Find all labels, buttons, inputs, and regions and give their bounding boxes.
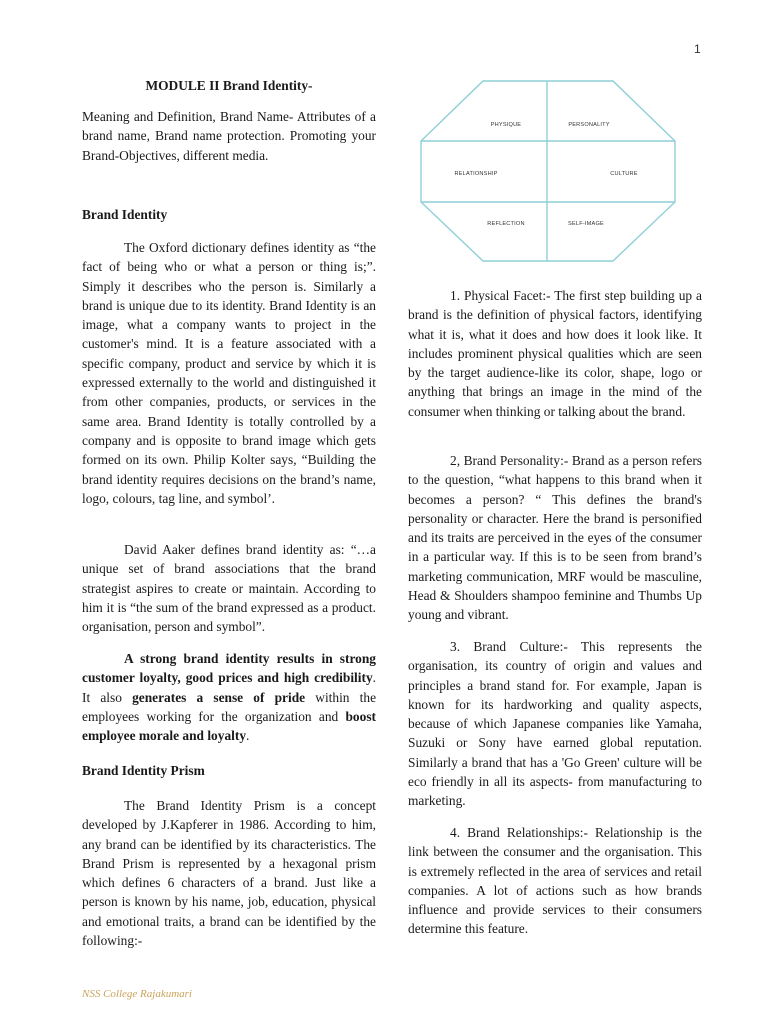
brand-relationships-paragraph: 4. Brand Relationships:- Relationship is the link between the consumer and the organisation. This is extremely reflected in the area of services and retail companies. A lot of actions such as how brands influence and provide services to their consumers determine this feature. — [408, 825, 702, 937]
strong-text-1: . It also — [82, 670, 376, 705]
prism-label-culture: CULTURE — [610, 171, 638, 177]
module-title: MODULE II Brand Identity- — [145, 78, 313, 93]
brand-identity-prism-diagram — [420, 80, 676, 262]
strong-bold-3: boost employee morale and loyalty — [82, 708, 376, 744]
prism-label-physique: PHYSIQUE — [490, 122, 522, 128]
module-subtitle: Meaning and Definition, Brand Name- Attributes of a brand name, Brand name protection. Promoting your Brand-Objectives, different media. — [82, 109, 376, 163]
prism-label-personality: PERSONALITY — [568, 122, 610, 128]
brand-identity-heading: Brand Identity — [82, 207, 168, 222]
prism-label-relationship: RELATIONSHIP — [454, 171, 498, 177]
strong-bold-2: generates a sense of pride — [132, 689, 306, 705]
strong-text-3: . — [246, 728, 250, 744]
prism-heading: Brand Identity Prism — [82, 763, 205, 778]
brand-culture-paragraph: 3. Brand Culture:- This represents the organisation, its country of origin and values and principles a brand stand for. For example, Japan is known for its hardworking and quality aspects, because of which Japanese companies like Yamaha, Suzuki or Sony have earned global reputation. Similarly a brand that has a 'Go Green' culture will be eco friendly in all its aspects- from manufacturing to marketing. — [408, 639, 702, 809]
footer-college-name: NSS College Rajakumari — [82, 988, 192, 1000]
strong-bold-1: A strong brand identity results in strong customer loyalty, good prices and high credibility — [82, 651, 376, 686]
aaker-definition-paragraph: David Aaker defines brand identity as: “…a unique set of brand associations that the brand strategist aspires to create or maintain. According to him it is “the sum of the brand expressed as a product. organisation, person and symbol”. — [82, 542, 376, 635]
prism-label-self-image: SELF-IMAGE — [568, 221, 604, 227]
strong-identity-paragraph — [82, 649, 376, 745]
prism-label-reflection: REFLECTION — [487, 221, 525, 227]
brand-personality-paragraph: 2, Brand Personality:- Brand as a person refers to the question, “what happens to this brand when it becomes a person? “ This defines the brand's personality or character. Here the brand is personified and its traits are perceived in the eyes of the consumer in a particular way. If this is to be seen from brand’s marketing communication, MRF would be masculine, Head & Shoulders shampoo feminine and Thumbs Up young and vibrant. — [408, 453, 702, 623]
oxford-definition-paragraph: The Oxford dictionary defines identity as “the fact of being who or what a person or thing is;”. Simply it describes who the person is. Similarly a brand is unique due to its identity. Brand Identity is an image, what a company wants to project in the customer's mind. It is a feature associated with a specific company, product and service by which it is expressed externally to the world and distinguished it from other companies, products, or services in the same area. Brand Identity is totally controlled by a company and is opposite to brand image which gets formed on its own. Philip Kolter says, “Building the brand identity requires decisions on the brand’s name, logo, colours, tag line, and symbol’. — [82, 240, 376, 506]
strong-text-2: within the employees working for the organization and — [82, 689, 377, 724]
physical-facet-paragraph: 1. Physical Facet:- The first step building up a brand is the definition of physical factors, identifying what it is, what it does and how does it look like. It includes prominent physical qualities which are seen by the target audience-like its color, shape, logo or anything that brings an image in the mind of the consumer when thinking or talking about the brand. — [408, 288, 702, 419]
page-number: 1 — [694, 42, 701, 56]
prism-paragraph: The Brand Identity Prism is a concept developed by J.Kapferer in 1986. According to him, any brand can be identified by its characteristics. The Brand Prism is represented by a hexagonal prism which defines 6 characters of a brand. Just like a person is known by his name, job, education, physical and emotional traits, a brand can be identified by the following:- — [82, 798, 376, 949]
